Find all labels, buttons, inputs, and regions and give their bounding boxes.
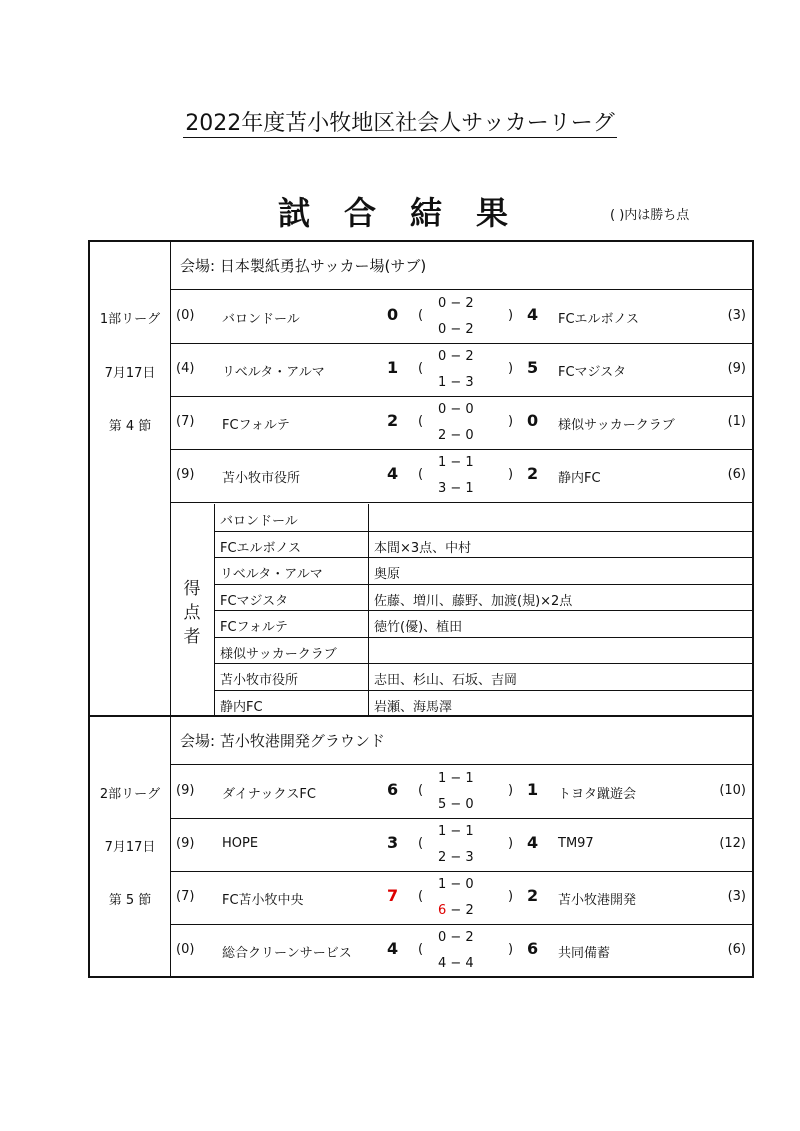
right-points: (3) xyxy=(727,308,746,323)
right-team: 苫小牧港開発 xyxy=(558,893,637,908)
open-paren: ( xyxy=(418,467,424,482)
left-score: 4 xyxy=(387,939,399,958)
right-score: 2 xyxy=(527,886,539,905)
left-team: バロンドール xyxy=(222,312,300,327)
close-paren: ) xyxy=(508,783,514,798)
right-points: (9) xyxy=(727,361,746,376)
right-score: 0 xyxy=(527,411,539,430)
second-half: 3 − 1 xyxy=(438,481,474,496)
second-half: 6 − 2 xyxy=(438,903,474,918)
first-half: 0 − 2 xyxy=(438,930,474,945)
division-label: 1部リーグ xyxy=(99,312,161,327)
scorers-label: 得 点 者 xyxy=(170,504,215,715)
open-paren: ( xyxy=(418,942,424,957)
league1-table xyxy=(88,240,754,717)
close-paren: ) xyxy=(508,942,514,957)
right-team: FCマジスタ xyxy=(558,365,627,380)
open-paren: ( xyxy=(418,414,424,429)
first-half: 1 − 1 xyxy=(438,824,474,839)
right-team: FCエルボノス xyxy=(558,312,640,327)
second-half: 2 − 3 xyxy=(438,850,474,865)
second-half: 1 − 3 xyxy=(438,375,474,390)
right-team: トヨタ蹴遊会 xyxy=(558,787,637,802)
right-team: 共同備蓄 xyxy=(558,946,611,961)
left-points: (4) xyxy=(176,361,195,376)
scorer-team: 苫小牧市役所 xyxy=(220,673,299,688)
match-row xyxy=(170,871,752,925)
right-points: (6) xyxy=(727,942,746,957)
right-team: TM97 xyxy=(558,836,594,851)
league1-info xyxy=(90,242,171,715)
open-paren: ( xyxy=(418,361,424,376)
match-row xyxy=(170,396,752,450)
left-points: (0) xyxy=(176,942,195,957)
first-half: 1 − 1 xyxy=(438,771,474,786)
scorer-team: FCフォルテ xyxy=(220,620,288,635)
match-row xyxy=(170,343,752,397)
open-paren: ( xyxy=(418,308,424,323)
close-paren: ) xyxy=(508,414,514,429)
left-score: 0 xyxy=(387,305,399,324)
right-points: (12) xyxy=(719,836,746,851)
right-points: (3) xyxy=(727,889,746,904)
venue: 会場: 日本製紙勇払サッカー場(サブ) xyxy=(170,242,752,290)
scorer-names: 本間×3点、中村 xyxy=(374,540,472,556)
left-points: (7) xyxy=(176,414,195,429)
right-points: (6) xyxy=(727,467,746,482)
first-half: 1 − 0 xyxy=(438,877,474,892)
scorer-row xyxy=(214,557,752,585)
scorer-names: 徳竹(優)、植田 xyxy=(374,620,463,635)
left-score: 4 xyxy=(387,464,399,483)
left-points: (0) xyxy=(176,308,195,323)
scorer-row xyxy=(214,663,752,691)
right-score: 4 xyxy=(527,833,539,852)
round-label: 第 5 節 xyxy=(108,893,152,908)
first-half: 0 − 0 xyxy=(438,402,474,417)
right-team: 様似サッカークラブ xyxy=(558,418,675,433)
match-row xyxy=(170,765,752,819)
left-team: リベルタ・アルマ xyxy=(222,365,325,380)
scorer-row xyxy=(214,637,752,665)
open-paren: ( xyxy=(418,889,424,904)
results-heading: 試合結果 xyxy=(277,194,542,232)
left-team: FCフォルテ xyxy=(222,418,290,433)
league2-info xyxy=(90,717,171,976)
close-paren: ) xyxy=(508,836,514,851)
left-team: 苫小牧市役所 xyxy=(222,471,301,486)
venue: 会場: 苫小牧港開発グラウンド xyxy=(170,717,752,765)
scorer-names: 岩瀬、海馬澤 xyxy=(374,699,453,715)
scorer-row xyxy=(214,531,752,559)
division-label: 2部リーグ xyxy=(99,787,161,802)
left-team: FC苫小牧中央 xyxy=(222,893,304,908)
scorer-names: 奥原 xyxy=(374,567,401,582)
match-row xyxy=(170,818,752,872)
close-paren: ) xyxy=(508,467,514,482)
scorer-row xyxy=(214,584,752,612)
scorer-row xyxy=(214,504,752,532)
league2-table xyxy=(88,715,754,978)
open-paren: ( xyxy=(418,783,424,798)
second-half: 4 − 4 xyxy=(438,956,474,971)
close-paren: ) xyxy=(508,889,514,904)
scorer-names: 志田、杉山、石坂、吉岡 xyxy=(374,673,518,688)
date-label: 7月17日 xyxy=(104,840,156,855)
left-team: HOPE xyxy=(222,836,259,851)
first-half: 1 − 1 xyxy=(438,455,474,470)
left-score: 1 xyxy=(387,358,399,377)
right-team: 静内FC xyxy=(558,471,601,486)
scorer-row xyxy=(214,610,752,638)
close-paren: ) xyxy=(508,361,514,376)
close-paren: ) xyxy=(508,308,514,323)
left-team: ダイナックスFC xyxy=(222,787,316,802)
first-half: 0 − 2 xyxy=(438,296,474,311)
right-score: 2 xyxy=(527,464,539,483)
second-half: 5 − 0 xyxy=(438,797,474,812)
scorer-names: 佐藤、増川、藤野、加渡(規)×2点 xyxy=(374,593,573,609)
match-row xyxy=(170,924,752,977)
right-points: (1) xyxy=(727,414,746,429)
right-score: 1 xyxy=(527,780,539,799)
right-points: (10) xyxy=(719,783,746,798)
left-score: 3 xyxy=(387,833,399,852)
left-score: 2 xyxy=(387,411,399,430)
left-points: (7) xyxy=(176,889,195,904)
left-points: (9) xyxy=(176,783,195,798)
second-half: 0 − 2 xyxy=(438,322,474,337)
date-label: 7月17日 xyxy=(104,366,156,381)
first-half: 0 − 2 xyxy=(438,349,474,364)
scorer-row xyxy=(214,690,752,717)
left-score: 7 xyxy=(387,886,399,905)
open-paren: ( xyxy=(418,836,424,851)
second-half-left-goals: 6 xyxy=(438,903,447,918)
scorer-team: FCエルボノス xyxy=(220,540,302,556)
points-note: ( )内は勝ち点 xyxy=(610,208,690,223)
scorer-team: 静内FC xyxy=(220,699,263,715)
round-label: 第 4 節 xyxy=(108,419,152,434)
scorer-team: バロンドール xyxy=(220,514,298,529)
scorer-team: 様似サッカークラブ xyxy=(220,646,337,662)
match-row xyxy=(170,449,752,503)
match-row xyxy=(170,290,752,344)
scorer-team: リベルタ・アルマ xyxy=(220,567,323,582)
left-points: (9) xyxy=(176,836,195,851)
scorer-team: FCマジスタ xyxy=(220,593,289,609)
scorers-section xyxy=(170,504,752,715)
left-team: 総合クリーンサービス xyxy=(222,946,352,961)
left-score: 6 xyxy=(387,780,399,799)
right-score: 6 xyxy=(527,939,539,958)
second-half: 2 − 0 xyxy=(438,428,474,443)
left-points: (9) xyxy=(176,467,195,482)
document-title: 2022年度苫小牧地区社会人サッカーリーグ xyxy=(185,111,615,136)
right-score: 4 xyxy=(527,305,539,324)
right-score: 5 xyxy=(527,358,539,377)
